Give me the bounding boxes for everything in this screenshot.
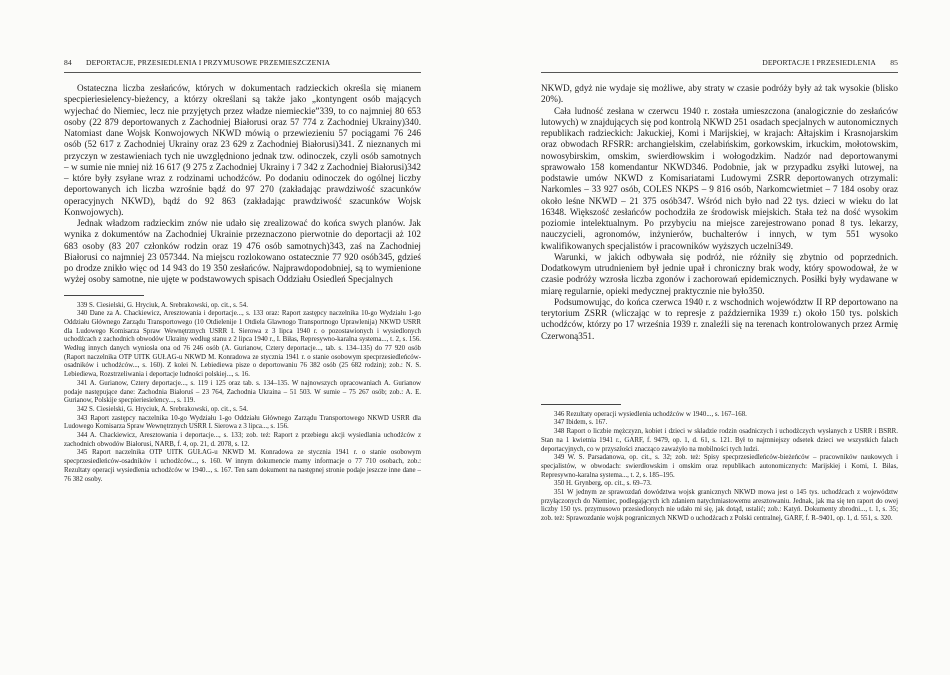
footnote: 341 A. Gurianow, Czterу deportacje..., s. 119 i 125 oraz tab. s. 134–135. W najnowszych opracowaniach A. Gurianow podaje następujące dane: Zachodnia Białoruś – 23 764, Zachodnia Ukraina – 51 503. W sumie – 75 267 osób; zob.: A. E. Gurianow, Polskije specpieriesielency..., s. 119. bbox=[64, 379, 421, 405]
footnotes-right bbox=[541, 411, 898, 524]
body-text-right bbox=[541, 83, 898, 342]
footnote: 348 Raport o liczbie mężczyzn, kobiet i dzieci w składzie rodzin osadniczych i uchodźczych wysłanych z USRR i BSRR. Stan na 1 kwietnia 1941 r., GARF, f. 9479, op. 1, d. 61, s. 121. Był to najmniejszy odsetek dzieci we wszystkich falach deportacyjnych, co w przyszłości znacząco zaważyło na mobilności tych ludzi. bbox=[541, 428, 898, 453]
footnote: 346 Rezultaty operacji wysiedlenia uchodźców w 1940..., s. 167–168. bbox=[554, 410, 747, 418]
footnote-rule-left bbox=[64, 295, 144, 296]
footnotes-left bbox=[64, 302, 421, 485]
footnote: 340 Dane za A. Chackiewicz, Aresztowania i deportacje..., s. 133 oraz: Raport zastępcy naczelnika 10-go Wydziału 1-go Oddziału Głównego Zarządu Transportowego (10 Otdielenije 1 Otdiela Glawnogo Transportnogo Uprawlenija) NKWD USRR dla Ludowego Komisarza Spraw Wewnętrznych USRR I. Sierowa z 3 lipca 1940 r. o pozostawionych i wysiedlonych uchodźcach z zachodnich obwodów Ukrainy według stanu z 2 lipca 1940 r., I. Biłas, Represywno-karalna systema..., t. 2, s. 156. Według innych danych wyniosła ona od 76 246 osób (A. Gurianow, Czterу deportacje..., tab. s. 134–135) do 77 920 osób (Raport naczelnika OTP UITK GUŁAG-u NKWD M. Konradowa ze stycznia 1941 r. o stanie osobowym specprzesiedleńców-osadników i uchodźców..., s. 160). Z kolei N. Lebiediewa pisze o deportowaniu 76 382 osób (25 682 rodzin); zob.: N. S. Lebiediewa, Rozstrzeliwania i deportacje ludności polskiej..., s. 16. bbox=[64, 310, 421, 379]
paragraph: NKWD, gdyż nie wydaje się możliwe, aby straty w czasie podróży były aż tak wysokie (blisko 20%). bbox=[541, 83, 898, 105]
running-head-right bbox=[541, 58, 898, 73]
left-page bbox=[64, 58, 421, 484]
footnote: 342 S. Ciesielski, G. Hryciuk, A. Srebrakowski, op. cit., s. 54. bbox=[77, 405, 248, 413]
footnote: 339 S. Ciesielski, G. Hryciuk, A. Srebrakowski, op. cit., s. 54. bbox=[77, 301, 248, 309]
running-title-left: DEPORTACJE, PRZESIEDLENIA I PRZYMUSOWE PRZEMIESZCZENIA bbox=[86, 58, 331, 67]
footnote: 350 H. Grynberg, op. cit., s. 69–73. bbox=[554, 480, 652, 488]
footnote: 347 Ibidem, s. 167. bbox=[554, 419, 608, 427]
footnote: 343 Raport zastępcy naczelnika 10-go Wydziału 1-go Oddziału Głównego Zarządu Transportowego NKWD USRR dla Ludowego Komisarza Spraw Wewnętrznych USRR I. Sierowa z 3 lipca..., s. 156. bbox=[64, 414, 421, 431]
paragraph: Cała ludność zesłana w czerwcu 1940 r. została umieszczona (analogicznie do zesłańców lutowych) w znajdujących się pod kontrolą NKWD 251 osadach specjalnych w autonomicznych republikach radzieckich: Jakuckiej, Komi i Marijskiej, w krajach: Ałtajskim i Krasnojarskim oraz obwodach RFSRR: archangielskim, czelabińskim, gorkowskim, irkuckim, mołotowskim, nowosybirskim, omskim, swierdłowskim i wołogodzkim. Nadzór nad deportowanymi sprawowało 158 komendantur NKWD346. Podobnie, jak w przypadku zsyłki lutowej, na podstawie umów NKWD z Komisariatami Ludowymi ZSRR deportowanych otrzymali: Narkomles – 33 927 osób, COLES NKPS – 9 816 osób, Narkomcwietmiet – 7 184 osoby oraz około leśne NKWD – 21 375 osób347. Wśród nich było nad 22 tys. dzieci w wieku do lat 16348. Większość zesłańców pochodziła ze środowisk miejskich. Stała też na dość wysokim poziomie intelektualnym. Po przybyciu na miejsce zarejestrowano ponad 8 tys. lekarzy, nauczycieli, agronomów, inżynierów, buchalterów i innych, w tym 551 wysoko kwalifikowanych specjalistów i pracowników wyższych uczelni349. bbox=[541, 105, 898, 251]
running-head-left bbox=[64, 58, 421, 73]
paragraph: Warunki, w jakich odbywała się podróż, nie różniły się zbytnio od poprzednich. Dodatkowym utrudnieniem był jednie upał i chroniczny brak wody, który spowodował, że w czasie podróży wzrosła liczba zgonów i zachorowań epidemicznych. Posiłki były wydawane w miarę regularnie, opieki medycznej praktycznie nie było350. bbox=[541, 251, 898, 296]
paragraph: Ostateczna liczba zesłańców, których w dokumentach radzieckich określa się mianem specpieriesielency-bieżency, a którzy określani są także jako „kontyngent osób mających wyjechać do Niemiec, lecz nie przyjętych przez władze niemieckie”339, to co najmniej 80 653 osoby (22 879 deportowanych z Zachodniej Białorusi oraz 57 774 z Zachodniej Ukrainy)340. Natomiast dane Wojsk Konwojowych NKWD mówią o przewiezieniu 57 pociągami 76 246 osób (52 617 z Zachodniej Ukrainy oraz 23 629 z Zachodniej Białorusi)341. Z nieznanych mi przyczyn w zestawieniach tych nie uwzględniono jednak tzw. odinoczek, czyli osób samotnych – w sumie nie mniej niż 16 617 (9 275 z Zachodniej Ukrainy i 7 342 z Zachodniej Białorusi)342 – które były zsyłane wraz z rodzinami uchodźców. Po dodaniu odinoczek do ogólnej liczby deportowanych ich liczba wzrośnie bądź do 97 270 (zakładając prawdziwość szacunków operacyjnych NKWD), bądź do 92 863 (zakładając prawdziwość szacunków Wojsk Konwojowych). bbox=[64, 83, 421, 217]
footnote: 345 Raport naczelnika OTP UITK GUŁAG-u NKWD M. Konradowa ze stycznia 1941 r. o stanie osobowym specprzesiedleńców-osadników i uchodźców..., s. 160. W innym dokumencie mamy informacje o 77 710 osobach, zob.: Rezultaty operacji wysiedlenia uchodźców w 1940..., s. 167. Ten sam dokument na następnej stronie podaje jeszcze inne dane – 76 382 osoby. bbox=[64, 449, 421, 483]
footnote: 351 W jednym ze sprawozdań dowództwa wojsk granicznych NKWD mowa jest o 145 tys. uchodźcach z województw przyłączonych do Niemiec, podlegających ich zdaniem natychmiastowemu aresztowaniu. Jednak, jak ma się ten raport do owej liczby 150 tys. przymusowo przesiedlonych nie udało mi się, jak dotąd, ustalić; zob.: Katyń. Dokumenty zbrodni..., t. 1, s. 35; zob. też: Sprawozdanie wojsk pogranicznych NKWD o uchodźcach z Polski centralnej, GARF, f. R–9401, op. 1, d. 551, s. 320. bbox=[541, 489, 898, 523]
paragraph: Jednak władzom radzieckim znów nie udało się zrealizować do końca swych planów. Jak wynika z dokumentów na Zachodniej Ukrainie przeznaczono pierwotnie do deportacji aż 102 683 osoby (83 207 członków rodzin oraz 19 476 osób samotnych)343, zaś na Zachodniej Białorusi co najmniej 23 057344. Na miejscu rozlokowano ostatecznie 77 920 osób345, gdzieś po drodze znikło więc od 14 943 do 19 350 zesłańców. Najprawdopodobniej, są to wymienione wyżej osoby samotne, nie ujęte w podstawowych spisach Oddziału Osiedleń Specjalnych bbox=[64, 218, 421, 285]
running-title-right: DEPORTACJE I PRZESIEDLENIA bbox=[762, 58, 876, 67]
page-number-left: 84 bbox=[64, 58, 72, 67]
footnote: 349 W. S. Parsadanowa, op. cit., s. 32; zob. też: Spisy specprzesiedleńców-bieżeńców – pracowników naukowych i specjalistów, w obwodach: swierdłowskim i omskim oraz republikach autonomicznych: Marijskiej i Komi, I. Biłas, Represywno-karalna systema..., t. 2, s. 185–195. bbox=[541, 454, 898, 479]
footnote-rule-right bbox=[541, 404, 621, 405]
paragraph: Podsumowując, do końca czerwca 1940 r. z wschodnich województw II RP deportowano na terytorium ZSRR (wliczając w to represje z października 1939 r.) około 150 tys. polskich uchodźców, którzy po 17 września 1939 r. znaleźli się na terenach kontrolowanych przez Armię Czerwoną351. bbox=[541, 296, 898, 341]
footnote: 344 A. Chackiewicz, Aresztowania i deportacje..., s. 133; zob. też: Raport z przebiegu akcji wysiedlania uchodźców z zachodnich obwodów Białorusi, NARB, f. 4, op. 21, d. 2078, s. 12. bbox=[64, 432, 421, 448]
right-page bbox=[541, 58, 898, 524]
page-number-right: 85 bbox=[890, 58, 898, 67]
body-text-left bbox=[64, 83, 421, 286]
